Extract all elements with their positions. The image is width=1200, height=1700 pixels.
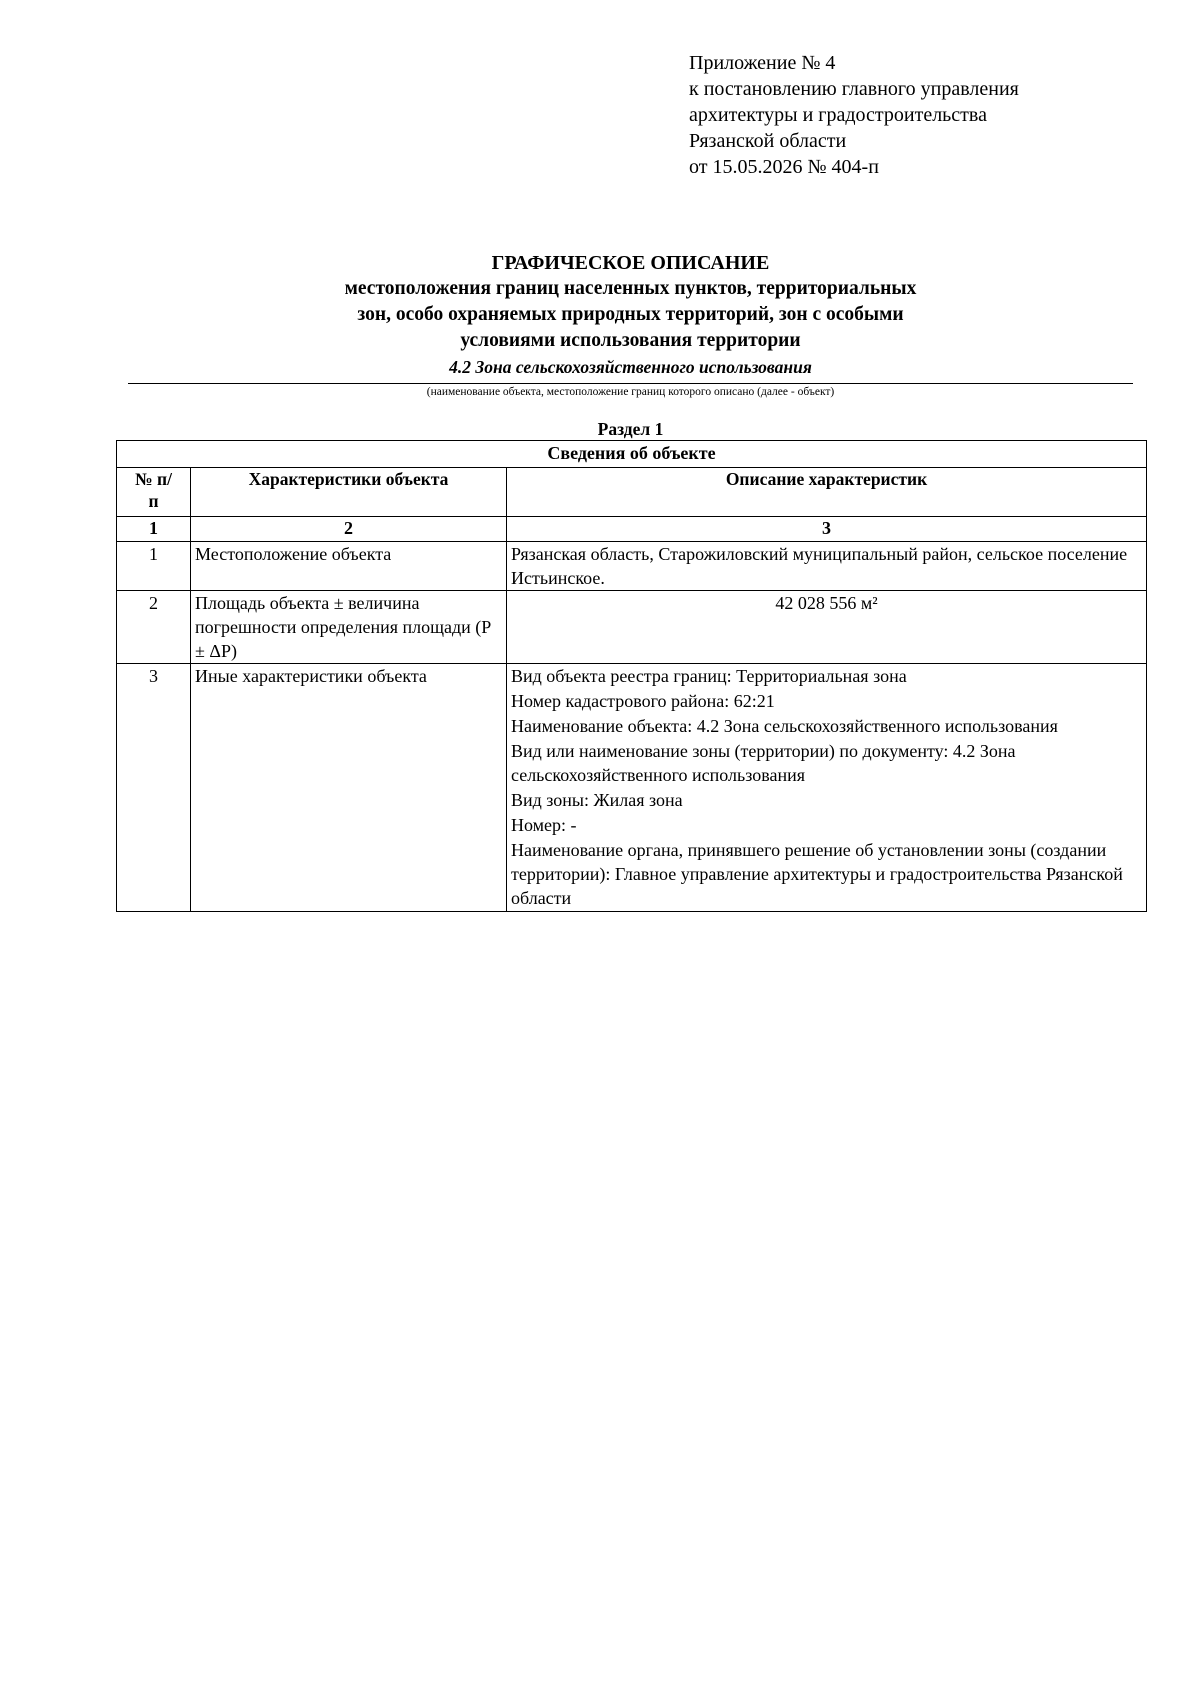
description-line: Вид зоны: Жилая зона: [511, 790, 683, 810]
appendix-line-5: от 15.05.2026 № 404-п: [689, 156, 879, 178]
heading-line-4: условиями использования территории: [460, 330, 801, 351]
row-description: Рязанская область, Старожиловский муниципальный район, сельское поселение Истьинское.: [507, 542, 1147, 591]
section-title: Раздел 1: [597, 419, 664, 439]
row-characteristic: Иные характеристики объекта: [191, 664, 507, 912]
object-info-table: [116, 440, 1147, 912]
description-line: Номер: -: [511, 815, 577, 835]
row-number: 3: [117, 664, 191, 912]
appendix-line-3: архитектуры и градостроительства: [689, 104, 987, 126]
header-num-label: № п/п: [135, 469, 172, 511]
object-name-caption: (наименование объекта, местоположение границ которого описано (далее - объект): [426, 386, 835, 398]
description-line: Наименование объекта: 4.2 Зона сельскохозяйственного использования: [511, 716, 1058, 736]
table-title-row: [117, 441, 1147, 468]
row-characteristic: Площадь объекта ± величина погрешности определения площади (P ± ΔP): [191, 591, 507, 664]
table-row: [117, 664, 1147, 912]
document-title: ГРАФИЧЕСКОЕ ОПИСАНИЕ: [491, 252, 770, 274]
description-line: Вид объекта реестра границ: Территориальная зона: [511, 666, 907, 686]
header-description: Описание характеристик: [507, 468, 1147, 517]
header-characteristics: Характеристики объекта: [191, 468, 507, 517]
appendix-block: [689, 50, 1129, 180]
appendix-line-2: к постановлению главного управления: [689, 78, 1019, 100]
header-num: [117, 468, 191, 517]
row-number: 2: [117, 591, 191, 664]
table-header-row: [117, 468, 1147, 517]
table-row: [117, 591, 1147, 664]
document-heading: [128, 250, 1133, 378]
heading-line-2: местоположения границ населенных пунктов, территориальных: [344, 278, 917, 299]
object-name: 4.2 Зона сельскохозяйственного использования: [449, 357, 812, 377]
row-description: 42 028 556 м²: [507, 591, 1147, 664]
row-description-list: [507, 664, 1147, 912]
heading-line-3: зон, особо охраняемых природных территорий, зон с особыми: [357, 304, 904, 325]
table-row: [117, 542, 1147, 591]
appendix-line-4: Рязанской области: [689, 130, 847, 152]
column-number-row: [117, 517, 1147, 542]
description-line: Номер кадастрового района: 62:21: [511, 691, 775, 711]
column-number: 3: [507, 517, 1147, 542]
table-title: Сведения об объекте: [117, 441, 1147, 468]
appendix-line-1: Приложение № 4: [689, 52, 836, 74]
column-number: 2: [191, 517, 507, 542]
object-name-underline: [128, 383, 1133, 384]
description-line: Вид или наименование зоны (территории) по документу: 4.2 Зона сельскохозяйственного использования: [511, 741, 1016, 785]
row-characteristic: Местоположение объекта: [191, 542, 507, 591]
column-number: 1: [117, 517, 191, 542]
row-number: 1: [117, 542, 191, 591]
description-line: Наименование органа, принявшего решение об установлении зоны (создании территории): Главное управление архитектуры и градостроительства Рязанской области: [511, 840, 1123, 908]
